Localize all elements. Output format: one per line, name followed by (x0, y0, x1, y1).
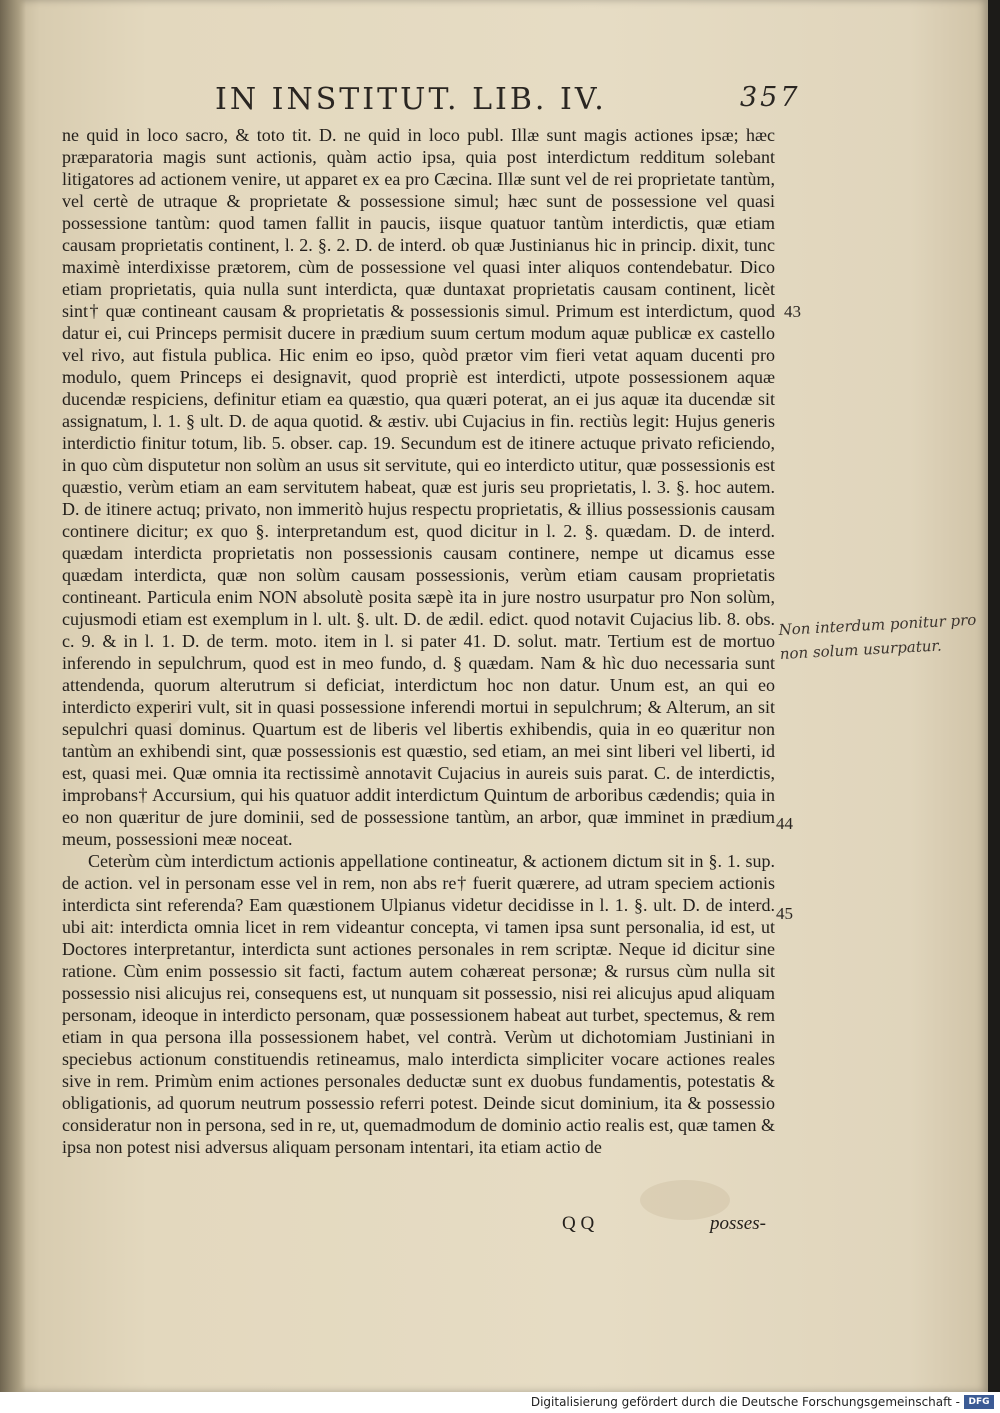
digitization-footer (0, 1392, 1000, 1413)
handwritten-margin-note: Non interdum ponitur pro non solum usurpatur. (778, 610, 977, 663)
margin-number: 43 (784, 302, 801, 321)
paragraph: Ceterùm cùm interdictum actionis appellatione contineatur, & actionem dictum sit in §. 1. sup. de action. vel in personam esse vel in rem, non abs re† fuerit quærere, ad utram speciem actionis interdicta sint referenda? Eam quæstionem Ulpianus videtur decidisse in l. 1. §. ult. D. de interd. ubi ait: interdicta omnia licet in rem videantur concepta, vi tamen ipsa sunt personalia, id est, ut Doctores interpretantur, interdicta sunt actiones personales in rem scriptæ. Neque id dicitur sine ratione. Cùm enim possessio sit facti, factum autem cohæreat personæ; & rursus cùm nulla sit possessio nisi alicujus rei, consequens est, ut nunquam sit possessio, nisi rei alicujus apud aliquam personam, ideoque in interdicto personam, quæ possessionem habeat aut turbet, spectemus, & rem etiam in qua persona illa possessionem habet, vel contrà. Verùm ut dichotomiam Justiniani in speciebus actionum constituendis retineamus, malo interdicta simpliciter vocare actiones reales sive in rem. Primùm enim actiones personales deductæ sunt ex duobus fundamentis, potestatis & obligationis, ad quorum neutrum possessio referri potest. Deinde sicut dominium, ita & possessio consideratur non in persona, sed in re, ut, quemadmodum de dominio actio realis est, quæ tamen & ipsa non potest nisi adversus aliquam personam intentari, ita etiam actio de (62, 851, 775, 1157)
catchword: posses- (710, 1213, 766, 1234)
main-text (62, 124, 775, 1158)
footer-credit: Digitalisierung gefördert durch die Deutsche Forschungsgemeinschaft - (530, 1395, 960, 1409)
margin-number: 45 (776, 904, 793, 923)
margin-number: 44 (776, 814, 793, 833)
running-header (215, 82, 801, 122)
signature-mark: Q Q (562, 1213, 595, 1234)
paragraph: ne quid in loco sacro, & toto tit. D. ne quid in loco publ. Illæ sunt magis actiones ipsæ; hæc præparatoria magis sunt actionis, quàm actio ipsa, quia post interdictum redditum solebant litigatores ad actionem venire, ut apparet ex ea pro Cæcina. Illæ sunt vel de rei proprietate tantùm, vel certè de utraque & proprietate & possessione simul; hæc sunt de possessione vel quasi possessione tantùm: quod tamen fallit in paucis, iisque quatuor tantùm interdictis, quæ etiam causam proprietatis continent, l. 2. §. 2. D. de interd. ob quæ Justinianus hic in princip. dixit, tunc maximè interdixisse prætorem, cùm de possessione vel quasi inter aliquos contendebatur. Dico etiam proprietatis, quia nulla sunt interdicta, quæ duntaxat proprietatis causam continent, licèt sint† quæ contineant causam & proprietatis & possessionis simul. Primum est interdictum, quod datur ei, cui Princeps permisit ducere in prædium suum certum modum aquæ publicæ ex castello vel rivo, aut fistula publica. Hic enim eo ipso, quòd prætor vim fieri vetat aquam ducenti pro modulo, quem Princeps ei designavit, quod propriè est interdicti, utpote possessionem aquæ ducendæ respiciens, definitur etiam ea quæstio, qua quæri poterat, an ei jus aquæ ita ducendæ sit assignatum, l. 1. § ult. D. de aqua quotid. & æstiv. ubi Cujacius in fin. rectiùs legit: Hujus generis interdictio finitur totum, lib. 5. obser. cap. 19. Secundum est de itinere actuque privato reficiendo, in quo cùm disputetur non solùm an usus sit servitute, qui eo interdicto utitur, quæ possessionis est quæstio, verùm etiam an eam servitutem habeat, quæ est juris seu proprietatis, l. 3. §. hoc autem. D. de itinere actuq; privato, non immeritò hujus respectu proprietatis, & illius possessionis causam continere dicitur; ex quo §. interpretandum est, quod dicitur in l. 2. §. quædam. D. de interd. quædam interdicta proprietatis non possessionis causam continere, nempe ut dicamus esse quædam interdicta, quæ non solùm causam possessionis, verùm etiam causam proprietatis contineant. Particula enim NON absolutè posita sæpè ita in jure nostro usurpatur pro Non solùm, cujusmodi etiam est exemplum in l. ult. §. ult. D. de ædil. edict. quod notavit Cujacius lib. 8. obs. c. 9. & in l. 1. D. de term. moto. item in l. si pater 41. D. solut. matr. Tertium est de mortuo inferendo in sepulchrum, quod est in meo fundo, d. § quædam. Nam & hìc duo necessaria sunt attendenda, quorum alterutrum si deficiat, interdictum hoc non datur. Unum est, an qui eo interdicto experiri vult, sit in quasi possessione inferendi mortui in sepulchrum; & Alterum, an sit sepulchri quasi dominus. Quartum est de liberis vel libertis exhibendis, quia in eo quæritur non tantùm an exhibendi sint, quæ possessionis est quæstio, sed etiam, an mei sint liberi vel liberti, id est, quasi mei. Quæ omnia ita rectissimè annotavit Cujacius in aureis suis parat. C. de interdictis, improbans† Accursium, qui his quatuor addit interdictum Quintum de arboribus cædendis; quia in eo non quæritur de jure dominii, sed de possessione tantùm, an arbor, quæ imminet in prædium meum, possessioni meæ noceat. (62, 125, 775, 849)
running-title: IN INSTITUT. LIB. IV. (215, 82, 607, 117)
page-gutter-shadow (0, 0, 26, 1392)
dfg-logo[interactable]: DFG (964, 1395, 994, 1409)
page-number: 357 (740, 82, 801, 113)
